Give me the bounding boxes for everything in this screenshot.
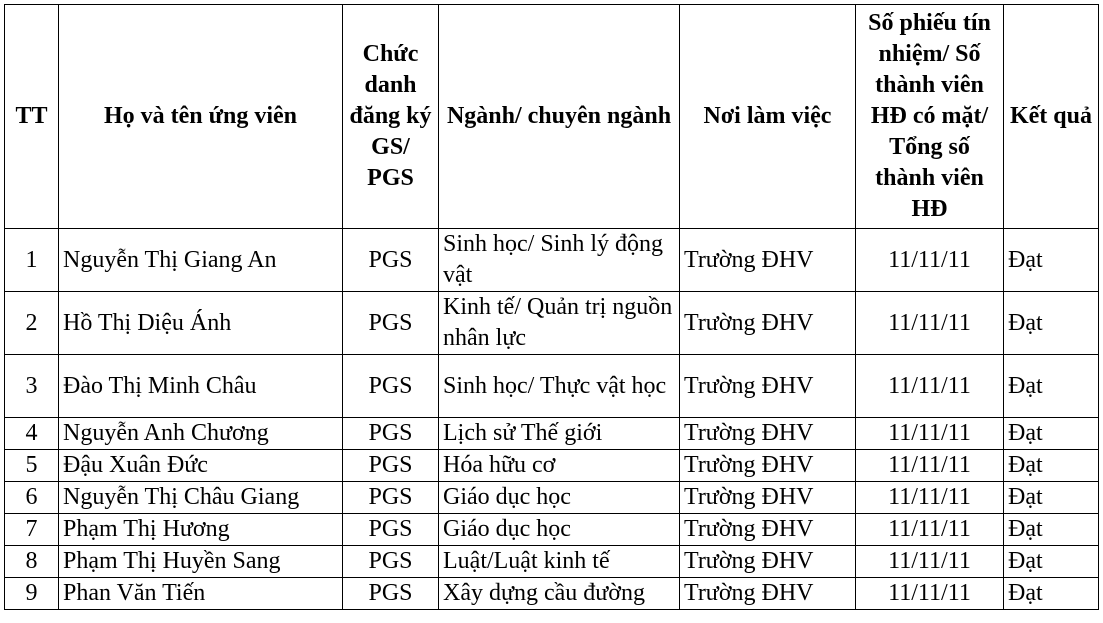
- cell-votes: 11/11/11: [856, 418, 1004, 450]
- cell-place: Trường ĐHV: [680, 292, 856, 355]
- header-title: Chức danh đăng ký GS/ PGS: [343, 5, 439, 229]
- table-row: [5, 514, 1099, 546]
- cell-result: Đạt: [1004, 355, 1099, 418]
- cell-votes: 11/11/11: [856, 292, 1004, 355]
- cell-name: Đậu Xuân Đức: [59, 450, 343, 482]
- cell-result: Đạt: [1004, 482, 1099, 514]
- cell-title: PGS: [343, 482, 439, 514]
- header-field: Ngành/ chuyên ngành: [439, 5, 680, 229]
- header-tt: TT: [5, 5, 59, 229]
- cell-field: Hóa hữu cơ: [439, 450, 680, 482]
- cell-field: Kinh tế/ Quản trị nguồn nhân lực: [439, 292, 680, 355]
- cell-place: Trường ĐHV: [680, 546, 856, 578]
- cell-result: Đạt: [1004, 514, 1099, 546]
- cell-title: PGS: [343, 578, 439, 610]
- header-name: Họ và tên ứng viên: [59, 5, 343, 229]
- table-row: [5, 292, 1099, 355]
- cell-tt: 9: [5, 578, 59, 610]
- cell-result: Đạt: [1004, 546, 1099, 578]
- cell-name: Nguyễn Thị Giang An: [59, 229, 343, 292]
- table-row: [5, 450, 1099, 482]
- candidates-table: [4, 4, 1099, 610]
- cell-title: PGS: [343, 292, 439, 355]
- header-result: Kết quả: [1004, 5, 1099, 229]
- cell-result: Đạt: [1004, 450, 1099, 482]
- cell-votes: 11/11/11: [856, 546, 1004, 578]
- table-row: [5, 578, 1099, 610]
- cell-tt: 3: [5, 355, 59, 418]
- cell-title: PGS: [343, 450, 439, 482]
- cell-place: Trường ĐHV: [680, 355, 856, 418]
- cell-tt: 1: [5, 229, 59, 292]
- cell-result: Đạt: [1004, 578, 1099, 610]
- cell-votes: 11/11/11: [856, 355, 1004, 418]
- cell-votes: 11/11/11: [856, 450, 1004, 482]
- cell-field: Lịch sử Thế giới: [439, 418, 680, 450]
- cell-tt: 6: [5, 482, 59, 514]
- cell-votes: 11/11/11: [856, 578, 1004, 610]
- cell-result: Đạt: [1004, 292, 1099, 355]
- cell-tt: 5: [5, 450, 59, 482]
- cell-place: Trường ĐHV: [680, 229, 856, 292]
- header-place: Nơi làm việc: [680, 5, 856, 229]
- cell-place: Trường ĐHV: [680, 482, 856, 514]
- cell-field: Giáo dục học: [439, 514, 680, 546]
- cell-place: Trường ĐHV: [680, 578, 856, 610]
- cell-field: Giáo dục học: [439, 482, 680, 514]
- cell-name: Đào Thị Minh Châu: [59, 355, 343, 418]
- cell-title: PGS: [343, 514, 439, 546]
- cell-votes: 11/11/11: [856, 229, 1004, 292]
- cell-field: Sinh học/ Sinh lý động vật: [439, 229, 680, 292]
- cell-field: Luật/Luật kinh tế: [439, 546, 680, 578]
- cell-tt: 7: [5, 514, 59, 546]
- cell-name: Phạm Thị Huyền Sang: [59, 546, 343, 578]
- cell-votes: 11/11/11: [856, 514, 1004, 546]
- cell-title: PGS: [343, 229, 439, 292]
- cell-title: PGS: [343, 546, 439, 578]
- cell-tt: 4: [5, 418, 59, 450]
- cell-tt: 8: [5, 546, 59, 578]
- cell-title: PGS: [343, 418, 439, 450]
- cell-field: Xây dựng cầu đường: [439, 578, 680, 610]
- cell-place: Trường ĐHV: [680, 514, 856, 546]
- cell-votes: 11/11/11: [856, 482, 1004, 514]
- header-votes: Số phiếu tín nhiệm/ Số thành viên HĐ có mặt/ Tổng số thành viên HĐ: [856, 5, 1004, 229]
- cell-name: Phạm Thị Hương: [59, 514, 343, 546]
- cell-place: Trường ĐHV: [680, 450, 856, 482]
- cell-tt: 2: [5, 292, 59, 355]
- table-row: [5, 482, 1099, 514]
- cell-result: Đạt: [1004, 418, 1099, 450]
- table-row: [5, 546, 1099, 578]
- cell-place: Trường ĐHV: [680, 418, 856, 450]
- cell-result: Đạt: [1004, 229, 1099, 292]
- cell-name: Hồ Thị Diệu Ánh: [59, 292, 343, 355]
- table-row: [5, 229, 1099, 292]
- header-row: [5, 5, 1099, 229]
- cell-name: Phan Văn Tiến: [59, 578, 343, 610]
- cell-title: PGS: [343, 355, 439, 418]
- table-row: [5, 355, 1099, 418]
- table-row: [5, 418, 1099, 450]
- cell-field: Sinh học/ Thực vật học: [439, 355, 680, 418]
- cell-name: Nguyễn Anh Chương: [59, 418, 343, 450]
- cell-name: Nguyễn Thị Châu Giang: [59, 482, 343, 514]
